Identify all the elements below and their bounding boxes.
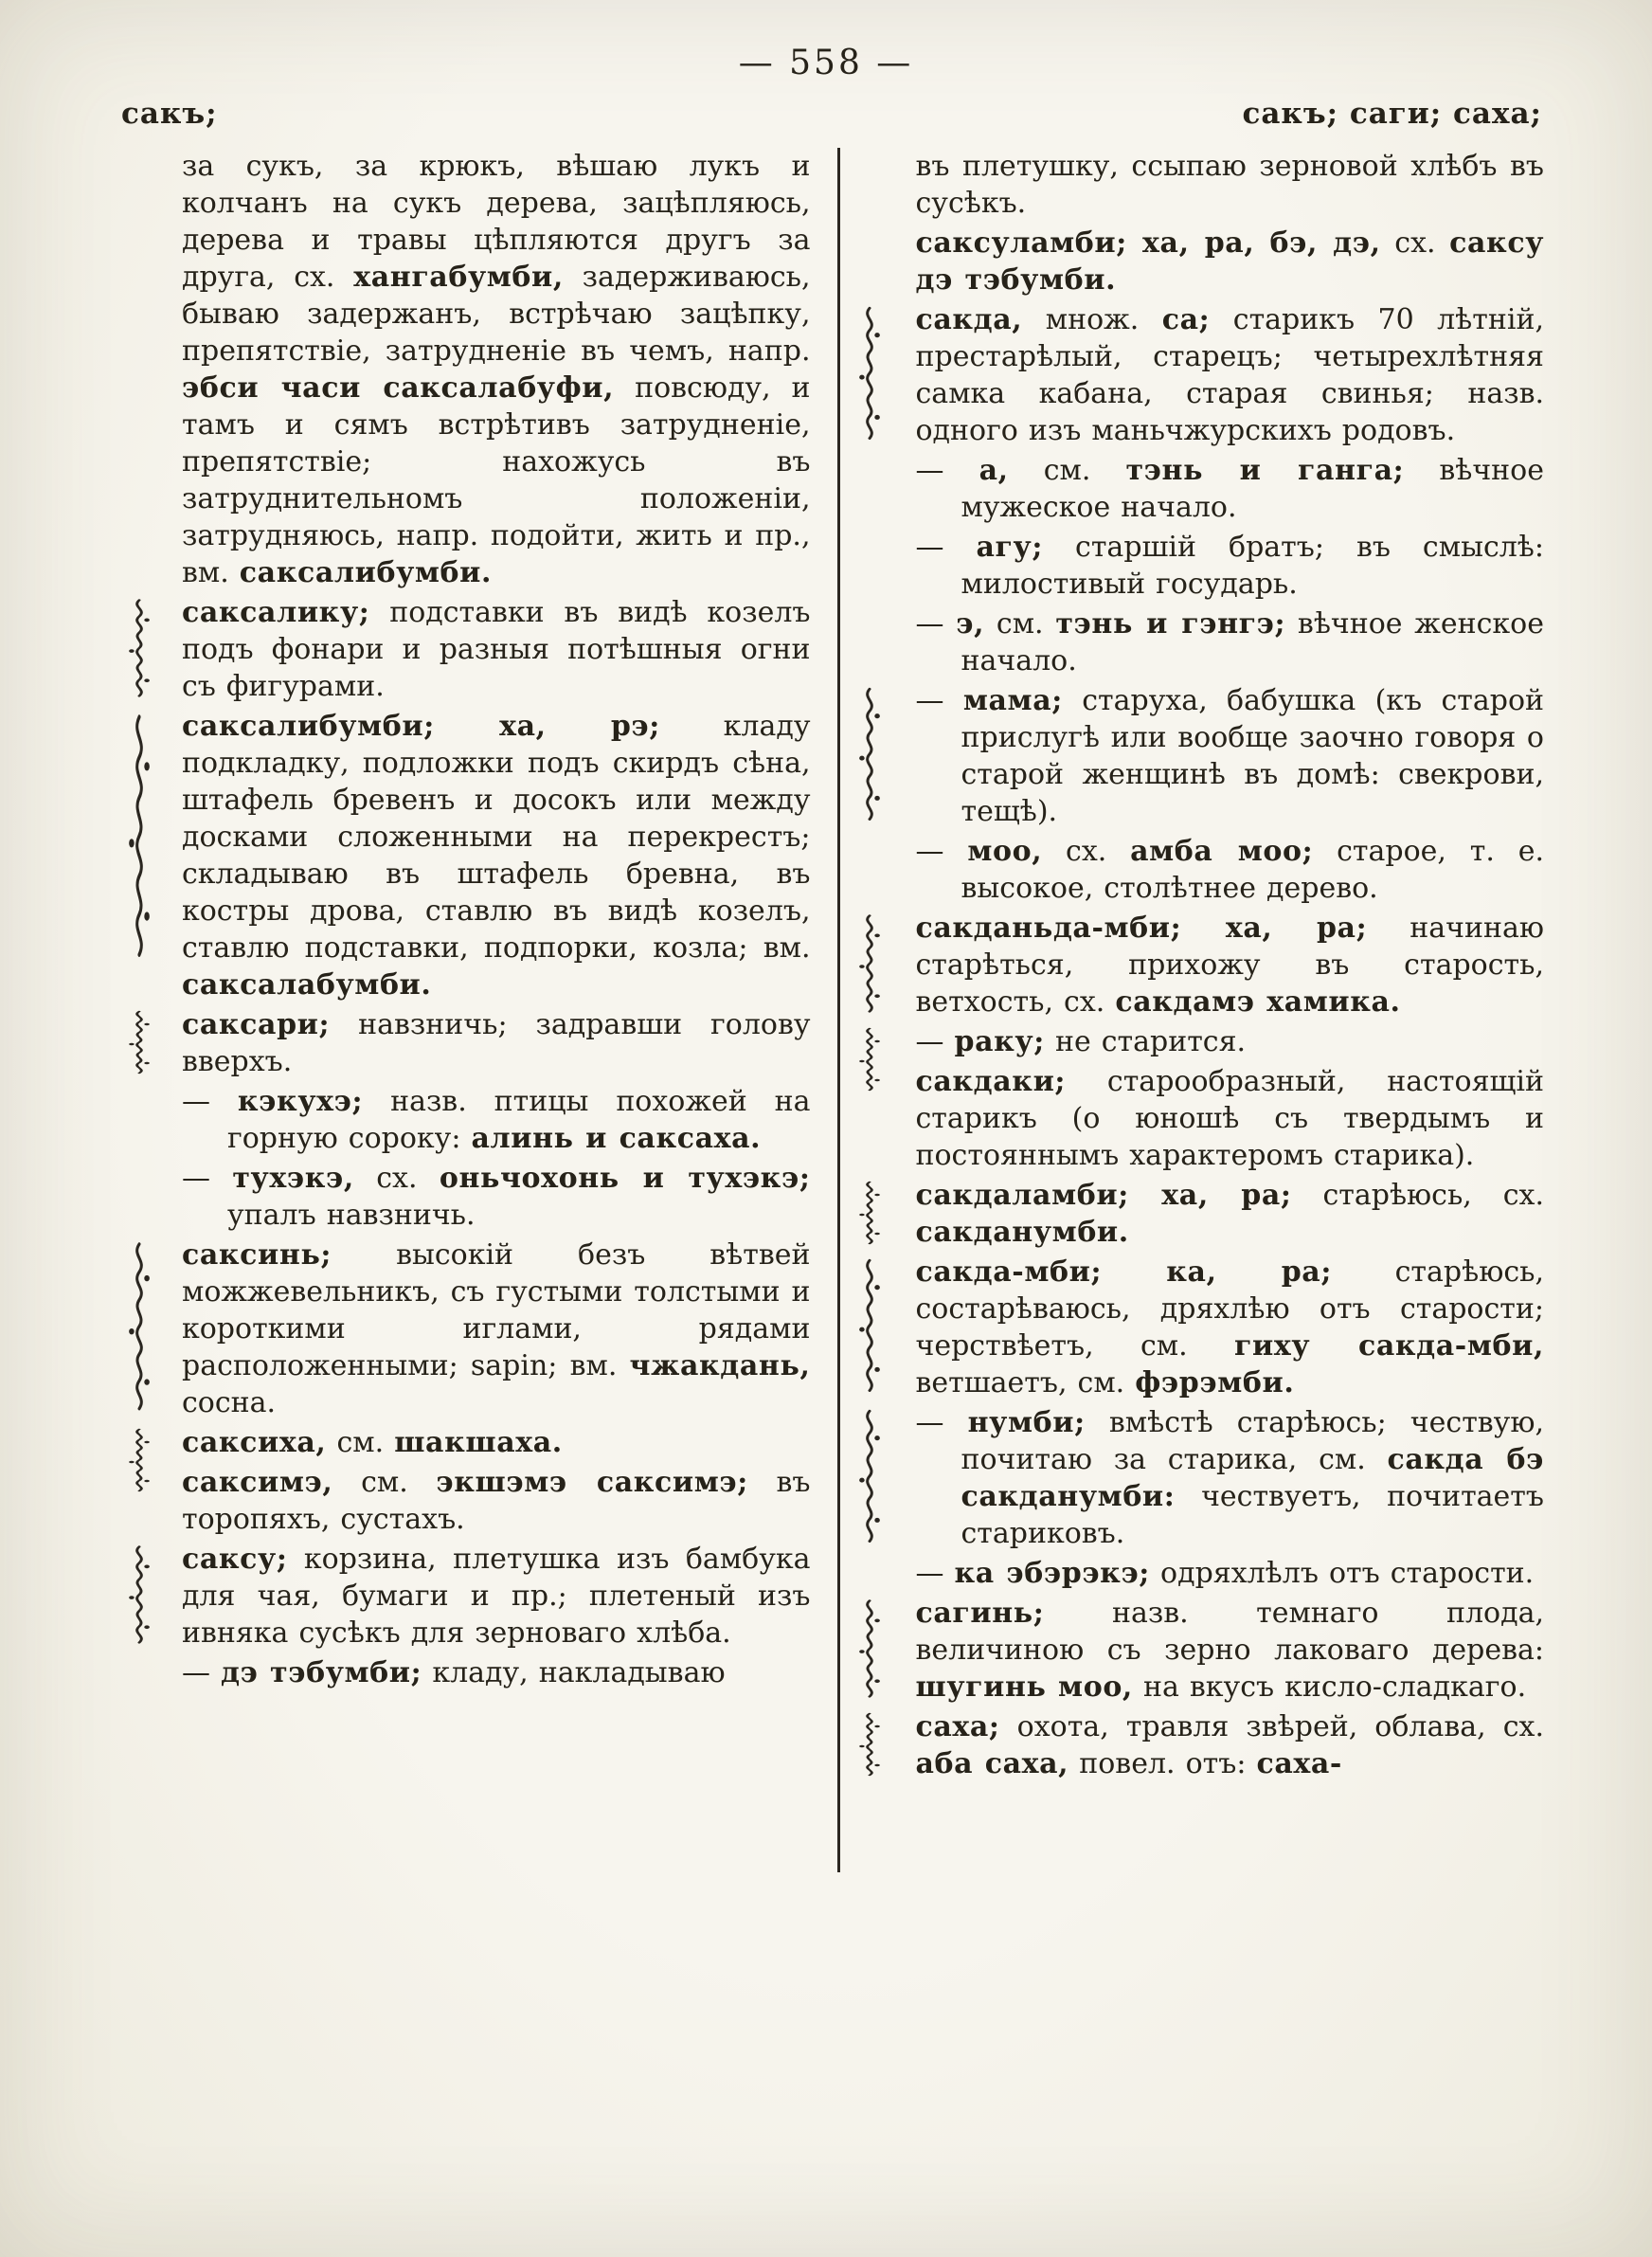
entry-text: навзничь; задравши голову вверхъ. [182, 1008, 811, 1078]
dictionary-entry [916, 301, 1545, 449]
dictionary-entry [916, 1404, 1545, 1552]
manchu-script-glyph [855, 1181, 888, 1247]
entry-text: — [915, 1025, 955, 1058]
headword-text: амба моо; [1130, 835, 1314, 868]
headword-text: тухэкэ, [232, 1162, 354, 1195]
entry-text: задерживаюсь, бываю задержанъ, встрѣчаю зацѣпку, препятствіе, затрудненіе въ чемъ, напр. [182, 261, 811, 368]
entry-text: сх. [1380, 226, 1450, 260]
entry-text: — [915, 607, 957, 641]
headword-text: сакда, [915, 303, 1023, 336]
entry-text: одряхлѣлъ отъ старости. [1150, 1557, 1535, 1590]
headword-text: сакдамэ хамика. [1115, 985, 1401, 1019]
dictionary-entry [182, 594, 811, 705]
headword-text: саксуламби; ха, ра, бэ, дэ, [915, 226, 1381, 260]
headword-text: шугинь моо, [915, 1670, 1133, 1704]
entry-text: сх. [1042, 835, 1131, 868]
headword-text: дэ тэбумби; [221, 1656, 422, 1689]
headword-text: сакда бэ сакданумби: [961, 1443, 1544, 1513]
dictionary-entry [916, 1023, 1545, 1060]
dictionary-entry [182, 1654, 811, 1691]
entry-text: въ плетушку, ссыпаю зерновой хлѣбъ въ сусѣкъ. [915, 150, 1544, 220]
headword-text: сакданумби. [915, 1216, 1129, 1249]
entry-text: упалъ навзничь. [227, 1199, 476, 1232]
dictionary-entry [182, 708, 811, 1003]
headword-text: фэрэмби. [1135, 1366, 1295, 1399]
manchu-script-glyph [855, 1712, 888, 1779]
entry-text: на вкусъ кисло-сладкаго. [1132, 1670, 1527, 1704]
entry-text: кладу, накладываю [422, 1656, 726, 1689]
headword-text: кэкухэ; [237, 1085, 364, 1118]
manchu-script-glyph [855, 1598, 888, 1702]
dictionary-entry [182, 1160, 811, 1234]
entry-text: старѣюсь, состарѣваюсь, дряхлѣю отъ старости; черствѣетъ, см. [915, 1255, 1544, 1363]
headword-text: алинь и саксаха. [471, 1122, 762, 1155]
headword-text: саксалибумби; ха, рэ; [182, 710, 660, 743]
dictionary-entry [182, 1464, 811, 1538]
dictionary-entry [916, 452, 1545, 526]
dictionary-entry [916, 529, 1545, 603]
entry-text: кладу подкладку, подложки подъ скирдъ сѣна, штафель бревенъ и досокъ или между досками сложенными на перекрестъ; складываю въ штафель бревна, въ костры дрова, ставлю въ видѣ козелъ, ставлю подставки, подпорки, козла; вм. [182, 710, 811, 965]
entry-text: не старится. [1044, 1025, 1247, 1058]
headword-text: аба саха, [915, 1747, 1069, 1780]
headword-text: оньчохонь и тухэкэ; [439, 1162, 811, 1195]
entry-text: — [915, 1557, 955, 1590]
entry-text: см. [326, 1426, 395, 1459]
headword-text: чжакдань, [629, 1349, 811, 1382]
manchu-script-glyph [125, 1240, 157, 1417]
headword-text: мама; [962, 684, 1063, 717]
entry-text: — [915, 684, 963, 717]
headword-text: а, [979, 454, 1009, 487]
entry-text: вѣчное мужеское начало. [961, 454, 1544, 524]
dictionary-entry [916, 605, 1545, 679]
entry-text: — [182, 1656, 222, 1689]
headword-text: сагинь; [915, 1597, 1045, 1630]
headword-text: гиху сакда-мби, [1234, 1329, 1544, 1363]
manchu-script-glyph [125, 1010, 157, 1076]
entry-text: старое, т. е. высокое, столѣтнее дерево. [961, 835, 1544, 905]
entry-text: начинаю старѣться, прихожу въ старость, ветхость, сх. [915, 912, 1544, 1019]
entry-text: см. [984, 607, 1056, 641]
dictionary-entry [916, 910, 1545, 1020]
entry-text: повел. отъ: [1068, 1747, 1257, 1780]
headword-text: саха; [915, 1710, 1000, 1743]
headword-text: тэнь и ганга; [1125, 454, 1405, 487]
manchu-script-glyph [855, 1027, 888, 1093]
entry-text: см. [332, 1466, 437, 1499]
page-number: — 558 — [738, 44, 914, 82]
headword-text: сакдаки; [915, 1065, 1067, 1098]
dictionary-entry [916, 225, 1545, 298]
entry-text: — [182, 1085, 238, 1118]
entry-text: назв. темнаго плода, величиною съ зерно лаковаго дерева: [915, 1597, 1544, 1667]
dictionary-entry [182, 148, 811, 591]
entry-text: старѣюсь, сх. [1291, 1179, 1544, 1212]
headword-text: шакшаха. [394, 1426, 563, 1459]
dictionary-entry [916, 148, 1545, 222]
dictionary-entry [182, 1006, 811, 1080]
running-head-left: сакъ; [121, 97, 218, 131]
headword-text: саксу дэ тэбумби. [915, 226, 1544, 297]
dictionary-entry [916, 682, 1545, 830]
headword-text: са; [1161, 303, 1211, 336]
dictionary-entry [182, 1083, 811, 1157]
entry-text: сосна. [182, 1386, 277, 1419]
headword-text: нумби; [967, 1406, 1086, 1439]
headword-text: саксу; [182, 1543, 288, 1576]
manchu-script-glyph [125, 598, 157, 701]
headword-text: саксалабумби. [182, 968, 432, 1002]
entry-text: въ торопяхъ, сустахъ. [182, 1466, 811, 1536]
entry-text: за сукъ, за крюкъ, вѣшаю лукъ и колчанъ на сукъ дерева, зацѣпляюсь, дерева и травы цѣпляются другъ за друга, сх. [182, 150, 811, 294]
headword-text: хангабумби, [353, 261, 564, 294]
headword-text: саксинь; [182, 1238, 332, 1272]
entry-text: ветшаетъ, см. [915, 1366, 1136, 1399]
dictionary-entry [916, 1177, 1545, 1251]
headword-text: эбси часи саксалабуфи, [182, 371, 615, 405]
entry-text: вмѣстѣ старѣюсь; чествую, почитаю за старика, см. [961, 1406, 1544, 1476]
manchu-script-glyph [855, 305, 888, 445]
manchu-script-glyph [125, 712, 157, 967]
dictionary-entry [916, 1063, 1545, 1174]
entry-text: назв. птицы похожей на горную сороку: [227, 1085, 811, 1155]
entry-text: — [915, 531, 977, 564]
dictionary-entry [916, 1555, 1545, 1592]
entry-text: корзина, плетушка изъ бамбука для чая, бумаги и пр.; плетеный изъ ивняка сусѣкъ для зерноваго хлѣба. [182, 1543, 811, 1650]
headword-text: сакда-мби; ка, ра; [915, 1255, 1333, 1289]
manchu-script-glyph [125, 1544, 157, 1648]
entry-text: старшій братъ; въ смыслѣ: милостивый государь. [961, 531, 1544, 601]
entry-text: множ. [1022, 303, 1162, 336]
entry-text: — [915, 454, 979, 487]
entry-text: старуха, бабушка (къ старой прислугѣ или вообще заочно говоря о старой женщинѣ въ домѣ: свекрови, тещѣ). [961, 684, 1544, 828]
entry-text: — [915, 1406, 968, 1439]
right-column [840, 148, 1547, 1872]
headword-text: ка эбэрэкэ; [954, 1557, 1150, 1590]
entry-text: чествуетъ, почитаетъ стариковъ. [961, 1480, 1544, 1550]
headword-text: э, [956, 607, 985, 641]
manchu-script-glyph [855, 1408, 888, 1548]
headword-text: тэнь и гэнгэ; [1055, 607, 1286, 641]
entry-text: см. [1008, 454, 1126, 487]
manchu-script-glyph [855, 1257, 888, 1398]
manchu-script-glyph [855, 913, 888, 1017]
entry-text: сх. [353, 1162, 440, 1195]
headword-text: сакдаламби; ха, ра; [915, 1179, 1292, 1212]
headword-text: раку; [954, 1025, 1045, 1058]
headword-text: сакданьда-мби; ха, ра; [915, 912, 1368, 945]
dictionary-entry [182, 1541, 811, 1652]
entry-text: подставки въ видѣ козелъ подъ фонари и разныя потѣшныя огни съ фигурами. [182, 596, 811, 703]
entry-text: повсюду, и тамъ и сямъ встрѣтивъ затрудненіе, препятствіе; нахожусь въ затруднительномъ положеніи, затрудняюсь, напр. подойти, жить и пр., вм. [182, 371, 811, 589]
dictionary-entry [916, 1595, 1545, 1706]
entry-text: высокій безъ вѣтвей можжевельникъ, съ густыми толстыми и короткими иглами, рядами расположенными; sapin; вм. [182, 1238, 811, 1382]
entry-text: вѣчное женское начало. [961, 607, 1545, 677]
headword-text: саксиха, [182, 1426, 327, 1459]
dictionary-entry [916, 1254, 1545, 1401]
dictionary-entry [182, 1237, 811, 1421]
entry-text: — [915, 835, 968, 868]
headword-text: саксари; [182, 1008, 331, 1041]
entry-text: старикъ 70 лѣтній, престарѣлый, старецъ; четырехлѣтняя самка кабана, старая свинья; назв. одного изъ маньчжурскихъ родовъ. [915, 303, 1544, 447]
entry-text: — [182, 1162, 233, 1195]
manchu-script-glyph [125, 1428, 157, 1494]
headword-text: моо, [967, 835, 1043, 868]
running-head-right: сакъ; саги; саха; [1242, 97, 1542, 131]
manchu-script-glyph [855, 686, 888, 826]
dictionary-entry [916, 833, 1545, 907]
text-block [114, 148, 1546, 1872]
dictionary-entry [916, 1708, 1545, 1782]
headword-text: саксалибумби. [239, 556, 493, 589]
running-heads [121, 97, 1542, 131]
left-column [114, 148, 837, 1872]
headword-text: агу; [976, 531, 1044, 564]
headword-text: саха- [1256, 1747, 1342, 1780]
dictionary-entry [182, 1424, 811, 1461]
headword-text: экшэмэ саксимэ; [436, 1466, 748, 1499]
entry-text: охота, травля звѣрей, облава, сх. [999, 1710, 1544, 1743]
headword-text: саксалику; [182, 596, 370, 629]
headword-text: саксимэ, [182, 1466, 333, 1499]
entry-text: старообразный, настоящій старикъ (о юношѣ съ твердымъ и постояннымъ характеромъ старика). [915, 1065, 1544, 1172]
